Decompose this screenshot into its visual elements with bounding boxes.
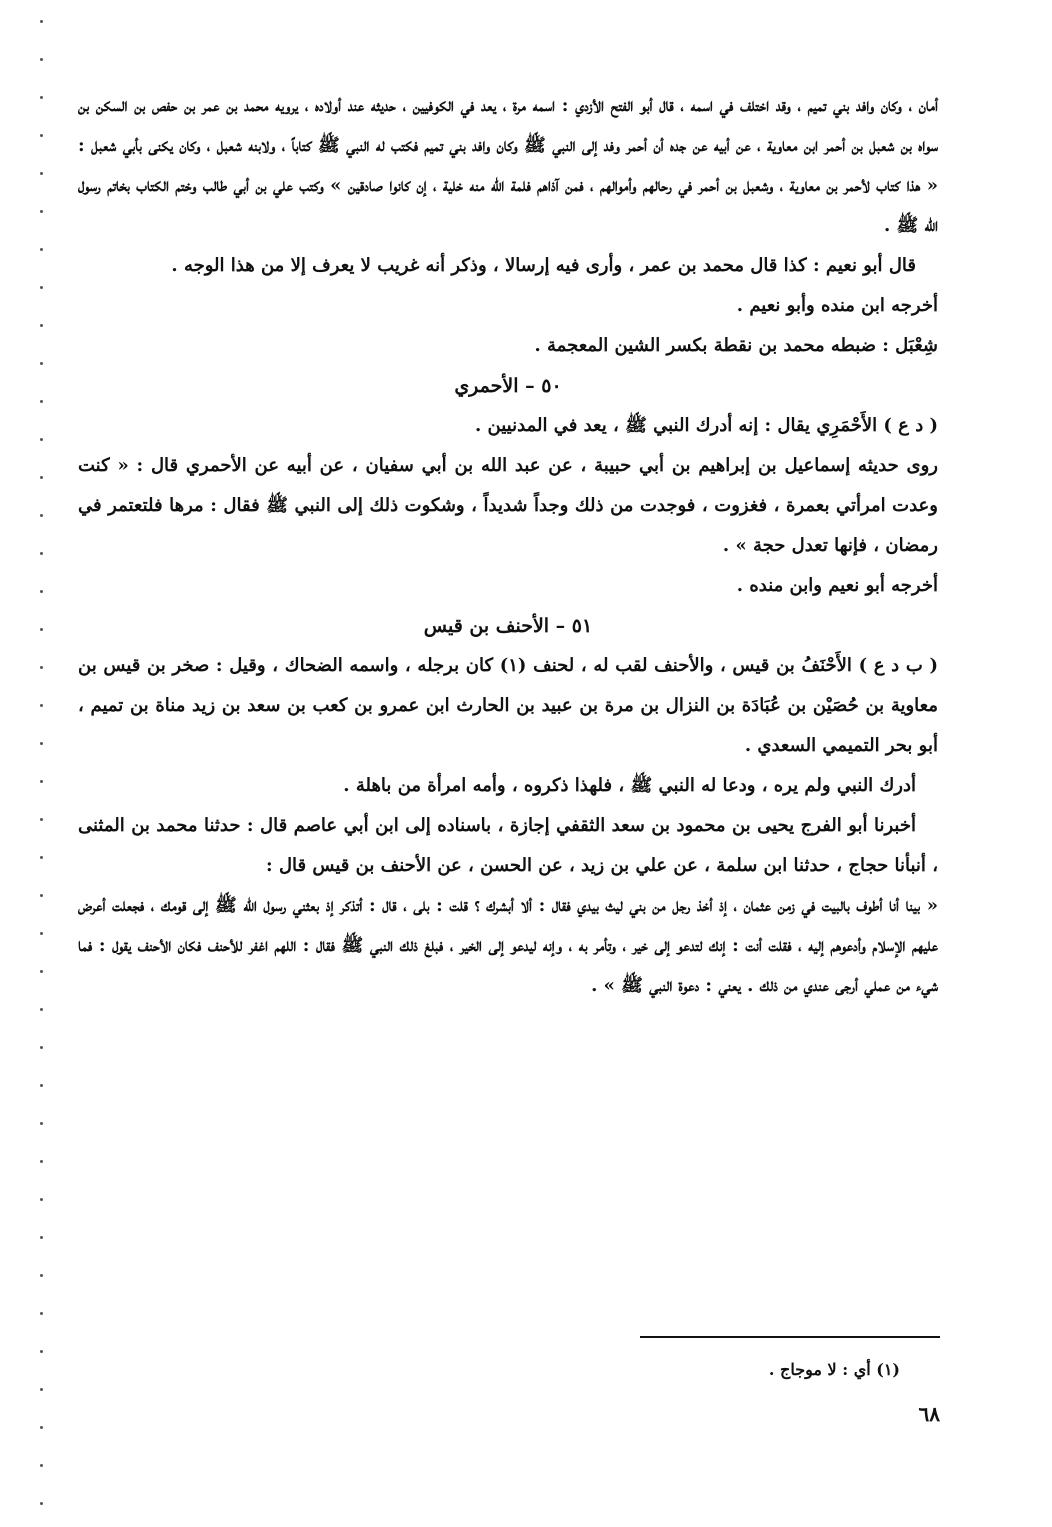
- scan-dot: [40, 1426, 43, 1429]
- scan-dot: [40, 1198, 43, 1201]
- scan-dot: [40, 894, 43, 897]
- scan-dot: [40, 856, 43, 859]
- scan-dot: [40, 514, 43, 517]
- scan-dot: [40, 970, 43, 973]
- scan-dot: [40, 1464, 43, 1467]
- paragraph-dabt: شِعْبَل : ضبطه محمد بن نقطة بكسر الشين المعجمة .: [534, 335, 938, 356]
- scan-dot: [40, 742, 43, 745]
- scan-dot: [40, 590, 43, 593]
- paragraph-takhrij: أخرجه ابن منده وأبو نعيم .: [736, 295, 938, 316]
- section-50-entry: ( د ع ) الأَحْمَرِي يقال : إنه أدرك النبي ﷺ ، يعد في المدنيين .: [475, 415, 938, 436]
- section-50-hadith: روى حديثه إسماعيل بن إبراهيم بن أبي حبيبة ، عن عبد الله بن أبي سفيان ، عن أبيه عن الأحمري قال : « كنت وعدت امرأتي بعمرة ، فغزوت ، فوجدت من ذلك وجداً شديداً ، وشكوت ذلك إلى النبي ﷺ فقال : مرها فلتعتمر في رمضان ، فإنها تعدل حجة » .: [78, 455, 938, 556]
- scan-dot: [40, 1502, 43, 1505]
- section-heading-50: ٥٠ – الأحمري: [454, 375, 562, 397]
- scan-dot: [40, 324, 43, 327]
- scan-dot: [40, 362, 43, 365]
- main-text: [78, 86, 938, 1006]
- scan-dot: [40, 1084, 43, 1087]
- paragraph-abu-nuaym-note: قال أبو نعيم : كذا قال محمد بن عمر ، وأرى فيه إرسالا ، وذكر أنه غريب لا يعرف إلا من هذا الوجه .: [171, 255, 916, 276]
- scan-dot: [40, 1274, 43, 1277]
- scan-dot: [40, 400, 43, 403]
- section-50-takhrij: أخرجه أبو نعيم وابن منده .: [736, 575, 938, 596]
- scan-dot: [40, 780, 43, 783]
- section-heading-51: ٥١ – الأحنف بن قيس: [423, 615, 593, 637]
- scan-dot: [40, 932, 43, 935]
- scan-edge-dots: [40, 0, 44, 1527]
- scan-dot: [40, 704, 43, 707]
- scan-dot: [40, 58, 43, 61]
- scan-dot: [40, 248, 43, 251]
- page-number: ٦٨: [918, 1402, 940, 1426]
- scan-dot: [40, 552, 43, 555]
- scan-dot: [40, 286, 43, 289]
- footnote: (١) أي : لا موجاج .: [768, 1360, 900, 1379]
- section-51-hadith: « بينا أنا أطوف بالبيت في زمن عثمان ، إذ أخذ رجل من بني ليث بيدي فقال : ألا أبشرك ؟ قلت : بلى ، قال : أتذكر إذ بعثني رسول الله ﷺ إلى قومك ، فجعلت أعرض عليهم الإسلام وأدعوهم إليه ، فقلت أنت : إنك لتدعو إلى خير ، وتأمر به ، وإنه ليدعو إلى الخير ، فبلغ ذلك النبي ﷺ فقال : اللهم اغفر للأحنف فكان الأحنف يقول : فما شيء من عملي أرجى عندي من ذلك . يعني : دعوة النبي ﷺ » .: [78, 895, 938, 996]
- scan-dot: [40, 134, 43, 137]
- scan-dot: [40, 1160, 43, 1163]
- section-51-isnad: أخبرنا أبو الفرج يحيى بن محمود بن سعد الثقفي إجازة ، باسناده إلى ابن أبي عاصم قال : حدثنا محمد بن المثنى ، أنبأنا حجاج ، حدثنا ابن سلمة ، عن علي بن زيد ، عن الحسن ، عن الأحنف بن قيس قال :: [78, 815, 938, 876]
- scan-dot: [40, 438, 43, 441]
- scan-dot: [40, 210, 43, 213]
- scan-dot: [40, 818, 43, 821]
- section-51-entry: ( ب د ع ) الأَحْنَفُ بن قيس ، والأحنف لقب له ، لحنف (١) كان برجله ، واسمه الضحاك ، وقيل : صخر بن قيس بن معاوية بن حُصَيْن بن عُبَادَة بن النزال بن مرة بن عبيد بن الحارث ابن عمرو بن كعب بن سعد بن زيد مناة بن تميم ، أبو بحر التميمي السعدي .: [78, 655, 938, 756]
- scan-dot: [40, 20, 43, 23]
- scan-dot: [40, 628, 43, 631]
- scan-dot: [40, 1312, 43, 1315]
- scan-dot: [40, 476, 43, 479]
- scan-dot: [40, 1236, 43, 1239]
- scan-dot: [40, 666, 43, 669]
- scan-dot: [40, 1046, 43, 1049]
- section-51-note: أدرك النبي ولم يره ، ودعا له النبي ﷺ ، فلهذا ذكروه ، وأمه امرأة من باهلة .: [343, 775, 916, 796]
- paragraph-intro: أمان ، وكان وافد بني تميم ، وقد اختلف في اسمه ، قال أبو الفتح الأزدي : اسمه مرة ، يعد في الكوفيين ، حديثه عند أولاده ، يرويه محمد بن عمر بن حفص بن السكن بن سواه بن شعبل بن أحمر ابن معاوية ، عن أبيه عن جده أن أحمر وفد إلى النبي ﷺ وكان وافد بني تميم فكتب له النبي ﷺ كتاباً ، ولابنه شعبل ، وكان يكنى بأبي شعبل : « هذا كتاب لأحمر بن معاوية ، وشعبل بن أحمر في رحالهم وأموالهم ، فمن آذاهم فلمة الله منه خلية ، إن كانوا صادقين » وكتب علي بن أبي طالب وختم الكتاب بخاتم رسول الله ﷺ .: [78, 95, 938, 236]
- scan-dot: [40, 172, 43, 175]
- scan-dot: [40, 1008, 43, 1011]
- scan-dot: [40, 1122, 43, 1125]
- scan-dot: [40, 1388, 43, 1391]
- scan-dot: [40, 96, 43, 99]
- scan-dot: [40, 1350, 43, 1353]
- footnote-divider: [640, 1336, 940, 1338]
